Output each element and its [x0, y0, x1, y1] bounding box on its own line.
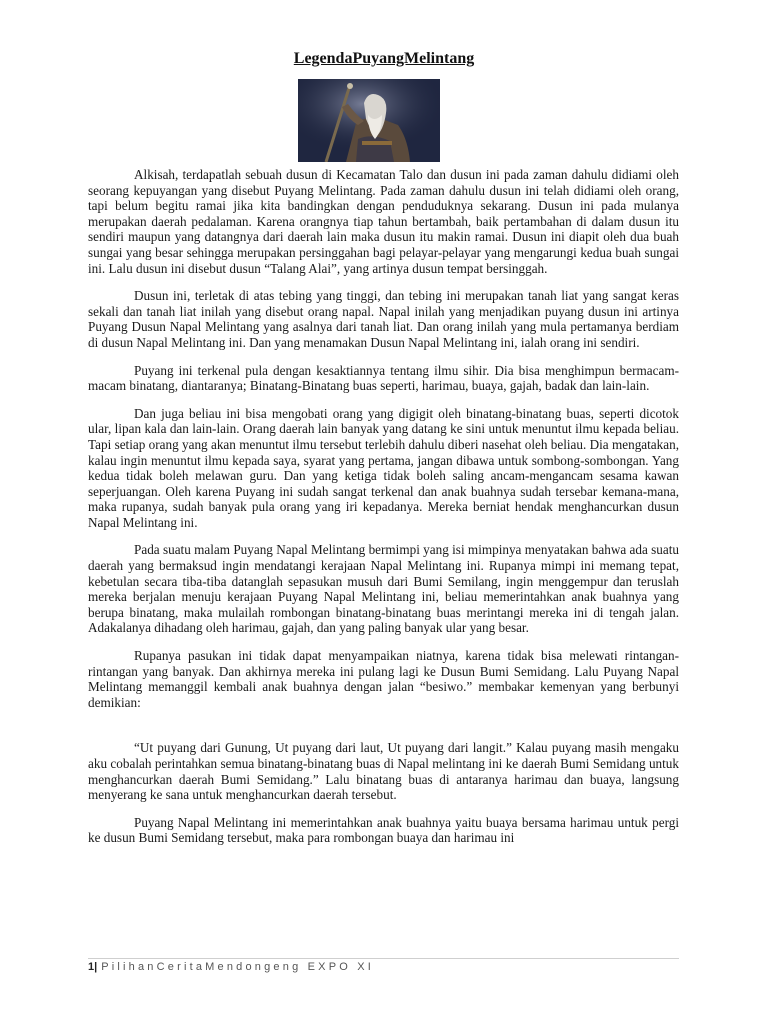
- wizard-illustration: [298, 79, 440, 162]
- paragraph: Alkisah, terdapatlah sebuah dusun di Kecamatan Talo dan dusun ini pada zaman dahulu didiami oleh seorang kepuyangan yang disebut Puyang Melintang. Pada zaman dahulu dusun ini telah didiami oleh orang, tapi belum begitu ramai jika kita bandingkan dengan penduduknya sekarang. Dusun ini pada mulanya merupakan daerah pedalaman. Karena orangnya tiap tahun bertambah, baik pertambahan di dalam dusun itu sendiri maupun yang datangnya dari daerah lain maka dusun itu makin ramai. Dusun ini diapit oleh dua buah sungai yang besar sehingga merupakan persinggahan bagi pelayar-pelayar yang mengarungi kedua buah sungai ini. Lalu dusun ini disebut dusun “Talang Alai”, yang artinya dusun tempat bersinggah.: [88, 167, 679, 276]
- paragraph: Puyang ini terkenal pula dengan kesaktiannya tentang ilmu sihir. Dia bisa menghimpun bermacam-macam binatang, diantaranya; Binatang-Binatang buas seperti, harimau, buaya, gajah, badak dan lain-lain.: [88, 362, 679, 394]
- footer-text: PilihanCeritaMendongeng EXPO XI: [101, 961, 375, 973]
- page-number: 1: [88, 961, 95, 973]
- paragraph: Dusun ini, terletak di atas tebing yang tinggi, dan tebing ini merupakan tanah liat yang sangat keras sekali dan tanah liat inilah yang disebut orang napal. Napal inilah yang menjadikan puyang dusun ini artinya Puyang Dusun Napal Melintang yang asalnya dari tanah liat. Dan orang inilah yang mula pertamanya berdiam di dusun Napal Melintang ini. Dan yang menamakan Dusun Napal Melintang ini, ialah orang ini sendiri.: [88, 288, 679, 350]
- paragraph: Dan juga beliau ini bisa mengobati orang yang digigit oleh binatang-binatang buas, seperti dicotok ular, lipan kala dan lain-lain. Orang daerah lain banyak yang datang ke sini untuk menuntut ilmu kepada beliau. Tapi setiap orang yang akan menuntut ilmu tersebut terlebih dahulu diberi nasehat oleh beliau. Dia mengatakan, kalau ingin menuntut ilmu kepada saya, syarat yang pertama, jangan dibawa untuk sombong-sombongan. Yang kedua tidak boleh melawan guru. Dan yang ketiga tidak boleh saling ancam-mengancam sesama kawan seperjuangan. Oleh karena Puyang ini sudah sangat terkenal dan anak buahnya sudah tersebar kemana-mana, maka rupanya, sudah banyak pula orang yang iri kepadanya. Mereka berniat hendak menghancurkan dusun Napal Melintang ini.: [88, 405, 679, 530]
- footer-divider: [88, 958, 679, 959]
- paragraph: Pada suatu malam Puyang Napal Melintang bermimpi yang isi mimpinya menyatakan bahwa ada suatu daerah yang bermaksud ingin mendatangi kerajaan Napal Melintang ini. Rupanya mimpi ini memang tepat, kebetulan secara tiba-tiba datanglah sepasukan musuh dari Bumi Semilang, ingin menggempur dan teruslah mereka berjalan menuju kerajaan Puyang Napal Melintang ini, beliau memerintahkan anak buahnya yang berupa binatang, maka mulailah rombongan binatang-binatang buas merintangi mereka ini di tengah jalan. Adakalanya dihadang oleh harimau, gajah, dan yang paling banyak ular yang besar.: [88, 542, 679, 636]
- paragraph: Puyang Napal Melintang ini memerintahkan anak buahnya yaitu buaya bersama harimau untuk pergi ke dusun Bumi Semidang tersebut, maka para rombongan buaya dan harimau ini: [88, 814, 679, 846]
- page-title: LegendaPuyangMelintang: [293, 50, 475, 67]
- paragraph: Rupanya pasukan ini tidak dapat menyampaikan niatnya, karena tidak bisa melewati rintangan-rintangan yang banyak. Dan akhirnya mereka ini pulang lagi ke Dusun Bumi Semidang. Lalu Puyang Napal Melintang memanggil kembali anak buahnya dengan jalan “besiwo.” membakar kemenyan yang berbunyi demikian:: [88, 648, 679, 710]
- wizard-figure-icon: [298, 79, 440, 162]
- story-body: [88, 167, 679, 858]
- paragraph: “Ut puyang dari Gunung, Ut puyang dari laut, Ut puyang dari langit.” Kalau puyang masih mengaku aku cobalah perintahkan semua binatang-binatang buas di Napal melintang ini ke daerah Bumi Semidang untuk menghancurkan daerah Bumi Semidang.” Lalu binatang buas di antaranya harimau dan buaya, langsung menyerang ke sana untuk menghancurkan daerah tersebut.: [88, 740, 679, 803]
- footer-separator: |: [94, 961, 98, 973]
- page-footer: [88, 961, 374, 973]
